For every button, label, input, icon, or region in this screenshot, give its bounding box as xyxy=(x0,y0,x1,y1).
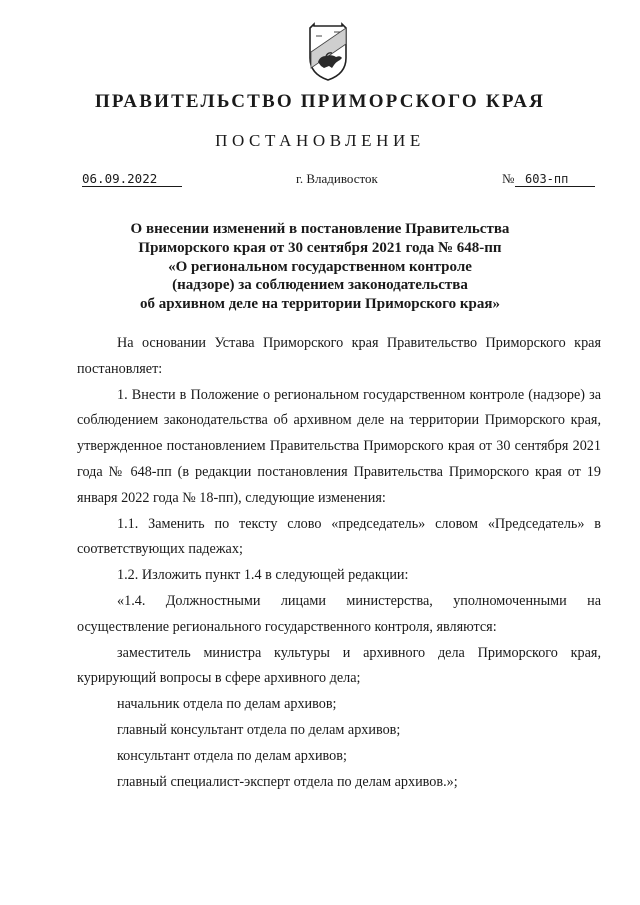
document-number: 603-пп xyxy=(515,172,595,187)
document-number-label: № xyxy=(502,171,515,186)
subject-line: об архивном деле на территории Приморского края» xyxy=(140,296,500,313)
body-paragraph: заместитель министра культуры и архивного дела Приморского края, курирующий вопросы в сфере архивного дела; xyxy=(77,644,601,687)
subject-line: Приморского края от 30 сентября 2021 года № 648-пп xyxy=(138,239,502,256)
body-paragraph: 1.1. Заменить по тексту слово «председатель» словом «Председатель» в соответствующих падежах; xyxy=(77,515,601,558)
body-paragraph: главный консультант отдела по делам архивов; xyxy=(117,721,401,738)
organization-title: ПРАВИТЕЛЬСТВО ПРИМОРСКОГО КРАЯ xyxy=(94,91,546,112)
document-subject xyxy=(70,220,570,314)
body-paragraph: «1.4. Должностными лицами министерства, уполномоченными на осуществление регионального государственного контроля, являются: xyxy=(77,592,601,635)
body-paragraph: консультант отдела по делам архивов; xyxy=(117,747,347,764)
body-paragraph: главный специалист-эксперт отдела по делам архивов.»; xyxy=(117,773,458,790)
document-type: ПОСТАНОВЛЕНИЕ xyxy=(215,131,425,150)
subject-line: «О региональном государственном контроле xyxy=(168,258,472,275)
body-paragraph: На основании Устава Приморского края Правительство Приморского края постановляет: xyxy=(77,335,601,377)
body-paragraph: начальник отдела по делам архивов; xyxy=(117,696,337,713)
subject-line: О внесении изменений в постановление Правительства xyxy=(130,221,510,237)
body-paragraph: 1.2. Изложить пункт 1.4 в следующей редакции: xyxy=(117,567,409,584)
body-paragraph: 1. Внести в Положение о региональном государственном контроле (надзоре) за соблюдением законодательства об архивном деле на территории Приморского края, утвержденное постановлением Правительства Приморского края от 30 сентября 2021 года № 648-пп (в редакции постановления Правительства Приморского края от 19 января 2022 года № 18-пп), следующие изменения: xyxy=(77,386,601,506)
subject-line: (надзоре) за соблюдением законодательства xyxy=(172,277,468,294)
coat-of-arms-icon xyxy=(302,22,354,82)
document-city: г. Владивосток xyxy=(296,171,378,186)
document-date: 06.09.2022 xyxy=(82,172,182,187)
document-body xyxy=(77,331,601,795)
